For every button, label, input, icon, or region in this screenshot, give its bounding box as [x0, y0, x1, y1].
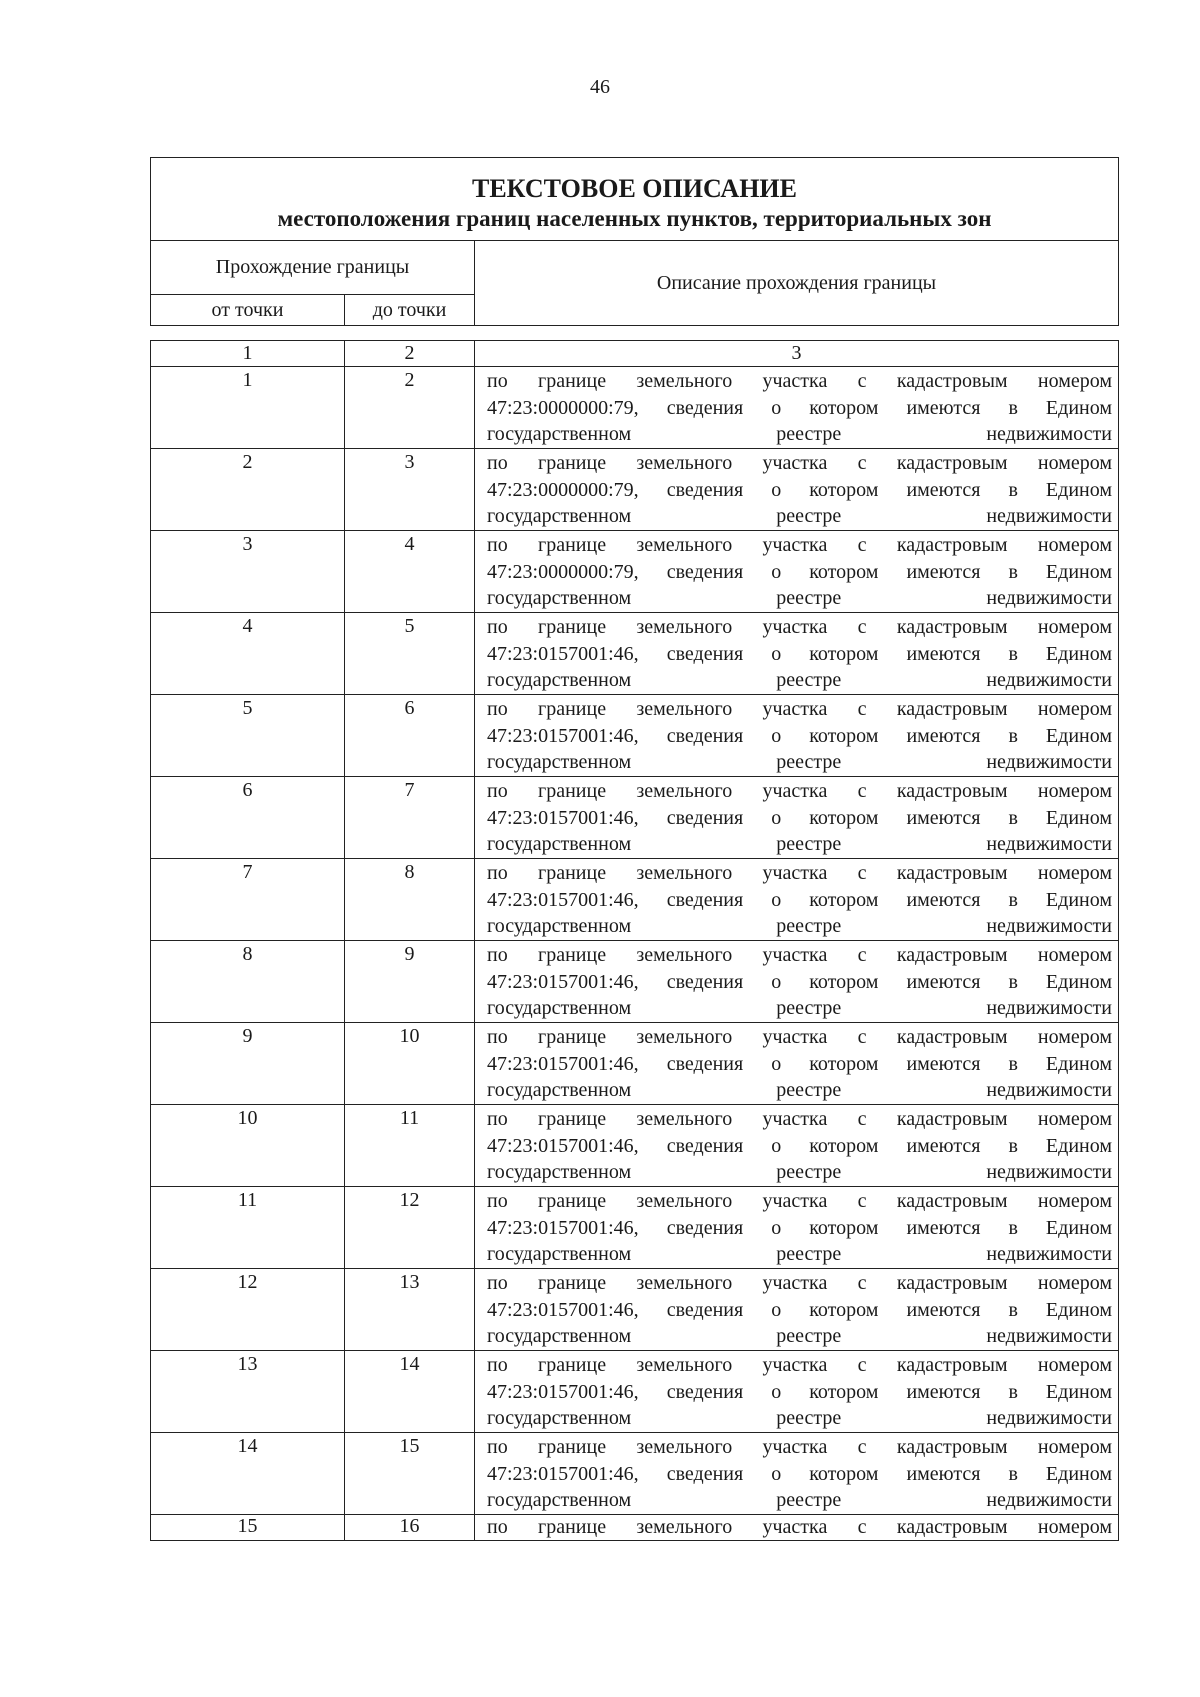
header-table — [150, 157, 1119, 326]
header-description: Описание прохождения границы — [475, 241, 1119, 326]
from-point-cell: 15 — [151, 1515, 345, 1541]
header-to-point: до точки — [345, 295, 475, 326]
from-point-cell: 10 — [151, 1105, 345, 1187]
description-cell: по границе земельного участка с кадастровым номером 47:23:0157001:46, сведения о котором имеются в Едином государственном реестре недвижимости — [475, 1433, 1119, 1515]
page-number: 46 — [590, 76, 610, 98]
to-point-cell: 4 — [345, 531, 475, 613]
description-cell: по границе земельного участка с кадастровым номером 47:23:0000000:79, сведения о котором имеются в Едином государственном реестре недвижимости — [475, 531, 1119, 613]
from-point-cell: 6 — [151, 777, 345, 859]
header-from-point: от точки — [151, 295, 345, 326]
from-point-cell: 4 — [151, 613, 345, 695]
description-cell: по границе земельного участка с кадастровым номером 47:23:0157001:46, сведения о котором имеются в Едином государственном реестре недвижимости — [475, 1023, 1119, 1105]
from-point-cell: 2 — [151, 449, 345, 531]
to-point-cell: 11 — [345, 1105, 475, 1187]
table-row — [151, 367, 1119, 449]
description-cell: по границе земельного участка с кадастровым номером — [475, 1515, 1119, 1541]
to-point-cell: 14 — [345, 1351, 475, 1433]
table-row — [151, 613, 1119, 695]
description-cell: по границе земельного участка с кадастровым номером 47:23:0157001:46, сведения о котором имеются в Едином государственном реестре недвижимости — [475, 859, 1119, 941]
from-point-cell: 12 — [151, 1269, 345, 1351]
column-number: 2 — [345, 341, 475, 367]
table-row — [151, 1105, 1119, 1187]
table-row — [151, 531, 1119, 613]
title-cell — [151, 158, 1119, 241]
table-row — [151, 695, 1119, 777]
table-row — [151, 1187, 1119, 1269]
to-point-cell: 2 — [345, 367, 475, 449]
table-row — [151, 1023, 1119, 1105]
from-point-cell: 1 — [151, 367, 345, 449]
document-subtitle: местоположения границ населенных пунктов, территориальных зон — [277, 205, 992, 231]
description-cell: по границе земельного участка с кадастровым номером 47:23:0157001:46, сведения о котором имеются в Едином государственном реестре недвижимости — [475, 1105, 1119, 1187]
from-point-cell: 5 — [151, 695, 345, 777]
to-point-cell: 9 — [345, 941, 475, 1023]
header-passage: Прохождение границы — [151, 241, 475, 295]
from-point-cell: 7 — [151, 859, 345, 941]
table-row — [151, 1351, 1119, 1433]
table-row — [151, 1515, 1119, 1541]
description-cell: по границе земельного участка с кадастровым номером 47:23:0157001:46, сведения о котором имеются в Едином государственном реестре недвижимости — [475, 777, 1119, 859]
from-point-cell: 13 — [151, 1351, 345, 1433]
table-row — [151, 1433, 1119, 1515]
to-point-cell: 7 — [345, 777, 475, 859]
description-cell: по границе земельного участка с кадастровым номером 47:23:0157001:46, сведения о котором имеются в Едином государственном реестре недвижимости — [475, 1269, 1119, 1351]
description-cell: по границе земельного участка с кадастровым номером 47:23:0157001:46, сведения о котором имеются в Едином государственном реестре недвижимости — [475, 1351, 1119, 1433]
from-point-cell: 14 — [151, 1433, 345, 1515]
to-point-cell: 10 — [345, 1023, 475, 1105]
to-point-cell: 6 — [345, 695, 475, 777]
table-row — [151, 449, 1119, 531]
column-number: 1 — [151, 341, 345, 367]
from-point-cell: 11 — [151, 1187, 345, 1269]
description-cell: по границе земельного участка с кадастровым номером 47:23:0157001:46, сведения о котором имеются в Едином государственном реестре недвижимости — [475, 1187, 1119, 1269]
boundary-table-body — [151, 341, 1119, 1541]
to-point-cell: 13 — [345, 1269, 475, 1351]
boundary-table — [150, 340, 1119, 1541]
to-point-cell: 8 — [345, 859, 475, 941]
table-row — [151, 1269, 1119, 1351]
to-point-cell: 3 — [345, 449, 475, 531]
column-number-row — [151, 341, 1119, 367]
document-title: ТЕКСТОВОЕ ОПИСАНИЕ — [471, 173, 797, 203]
to-point-cell: 16 — [345, 1515, 475, 1541]
to-point-cell: 5 — [345, 613, 475, 695]
table-row — [151, 777, 1119, 859]
description-cell: по границе земельного участка с кадастровым номером 47:23:0157001:46, сведения о котором имеются в Едином государственном реестре недвижимости — [475, 613, 1119, 695]
description-cell: по границе земельного участка с кадастровым номером 47:23:0157001:46, сведения о котором имеются в Едином государственном реестре недвижимости — [475, 941, 1119, 1023]
description-cell: по границе земельного участка с кадастровым номером 47:23:0157001:46, сведения о котором имеются в Едином государственном реестре недвижимости — [475, 695, 1119, 777]
to-point-cell: 12 — [345, 1187, 475, 1269]
table-row — [151, 941, 1119, 1023]
column-number: 3 — [475, 341, 1119, 367]
table-row — [151, 859, 1119, 941]
from-point-cell: 8 — [151, 941, 345, 1023]
from-point-cell: 3 — [151, 531, 345, 613]
to-point-cell: 15 — [345, 1433, 475, 1515]
description-cell: по границе земельного участка с кадастровым номером 47:23:0000000:79, сведения о котором имеются в Едином государственном реестре недвижимости — [475, 367, 1119, 449]
from-point-cell: 9 — [151, 1023, 345, 1105]
description-cell: по границе земельного участка с кадастровым номером 47:23:0000000:79, сведения о котором имеются в Едином государственном реестре недвижимости — [475, 449, 1119, 531]
